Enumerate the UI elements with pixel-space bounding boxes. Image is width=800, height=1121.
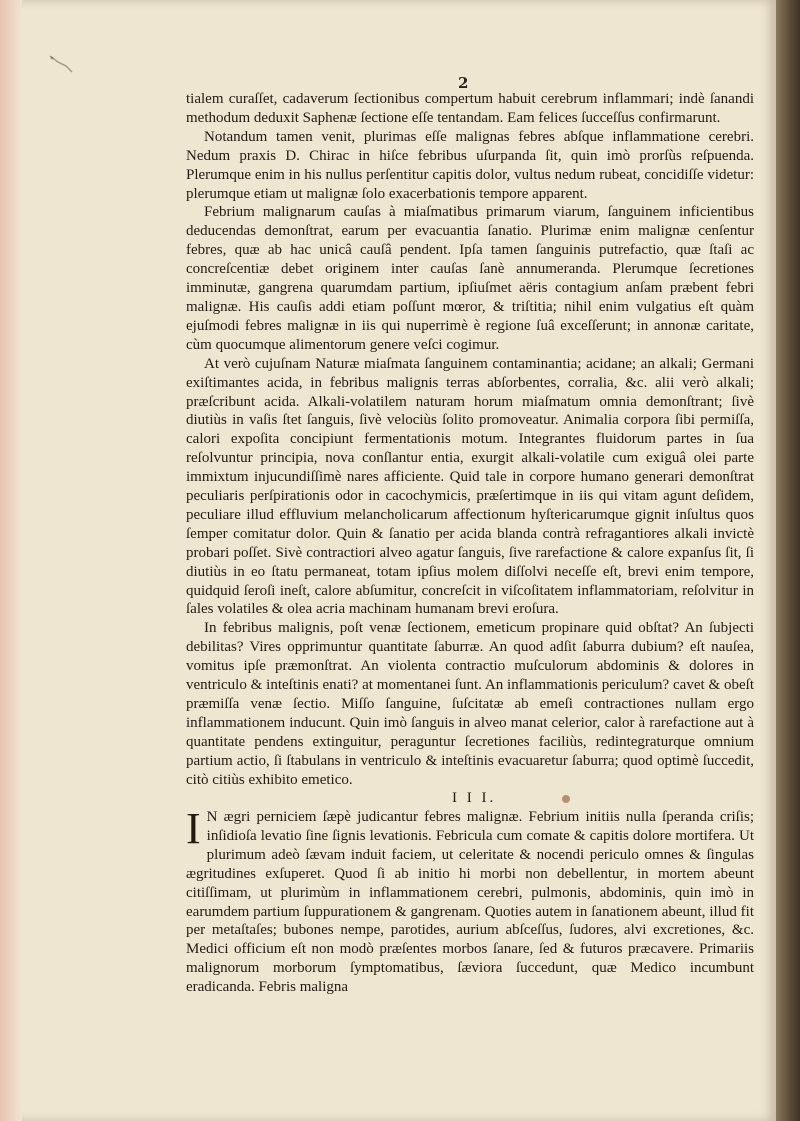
ink-smudge-mark — [46, 52, 76, 76]
page-number: 2 — [458, 74, 469, 92]
paragraph: Notandum tamen venit, plurimas eſſe malignas febres abſque inflammatione cerebri. Nedum praxis D. Chirac in hiſce febribus uſurpanda ſit, quin imò prorſùs reſpuenda. Plerumque enim in his nullus perſentitur capitis dolor, vultus nedum rubeat, concidiſſe videtur: plerumque etiam ut malignæ ſolo exacerbationis tempore apparent. — [186, 128, 754, 202]
book-edge — [776, 0, 800, 1121]
section-text: N ægri perniciem ſæpè judicantur febres malignæ. Febrium initiis nulla ſperanda criſis; inſidioſa levatio ſine ſignis levationis. Febricula cum comate & capitis dolore mortifera. Ut plurimum adeò ſævam induit faciem, ut celeritate & nocendi periculo omnes & ſingulas ægritudines exſuperet. Quod ſi ab initio hi morbi non debellentur, in mortem abeunt citiſſimam, ut plurimùm in inflammationem cerebri, pulmonis, abdominis, quin imò in earumdem partium ſuppurationem & gangrenam. Quoties autem in ſanationem abeunt, illud fit per metaſtaſes; bubones nempe, parotides, aurium abſceſſus, ſudores, alvi excretiones, &c. Medici officium eſt non modò præſentes morbos ſanare, ſed & futuros præcavere. Primariis malignorum morborum ſymptomatibus, ſæviora ſuccedunt, quæ Medico incumbunt eradicanda. Febris maligna — [186, 809, 754, 996]
drop-cap: I — [186, 804, 201, 853]
body-text — [186, 90, 754, 790]
stain-dot — [562, 795, 570, 803]
section-number: I I I. — [452, 790, 497, 806]
paragraph: At verò cujuſnam Naturæ miaſmata ſanguinem contaminantia; acidane; an alkali; Germani exiſtimantes acida, in febribus malignis terras abſorbentes, corralia, &c. alii verò alkali; præſcribunt acida. Alkali-volatilem naturam horum miaſmatum omnia demonſtrant; ſivè diutiùs in vaſis ſtet ſanguis, ſivè velociùs ſolito promoveatur. Animalia corpora ſibi permiſſa, calori expoſita concipiunt fermentationis motum. Integrantes fluidorum partes in ſua reſolvuntur principia, nova conſlantur entia, exurgit alkali-volatile cum exiguâ olei parte immixtum injucundiſſimè nares afficiente. Quid tale in corpore humano generari demonſtrat peculiaris perſpirationis odor in cacochymicis, præſertimque in iis qui vitam agunt deſidem, peculiare illud effluvium melancholicarum affectionum hyſtericarumque gignit inſultus quos ſemper comitatur dolor. Quin & ſanatio per acida blanda contrà refragantiores alkali invictè probari poſſet. Sivè contractiori alveo agatur ſanguis, ſive rarefactione & calore expanſus ſit, ſi diutiùs in eo ſtatu permaneat, totam ipſius molem diſſolvi neceſſe eſt, brevi enim tempore, quidquid ſeroſi ineſt, calore abſumitur, concreſcit in viſcoſitatem inflammatoriam, reſolvitur in ſales volatiles & olea acria machinam humanam brevi eroſura. — [186, 355, 754, 618]
paragraph: In febribus malignis, poſt venæ ſectionem, emeticum propinare quid obſtat? An ſubjecti debilitas? Vires opprimuntur quantitate ſaburræ. An quod adſit ſaburra dubium? eſt nauſea, vomitus ipſe præmonſtrat. An violenta contractio muſculorum abdominis & dolores in ventriculo & inteſtinis enati? at momentanei ſunt. An inflammationis periculum? cavet & obeſt præmiſſa venæ ſectio. Miſſo ſanguine, ſuſcitatæ ab emeſi contractiones nullam ergo inflammationem inducunt. Quin imò ſanguis in alveo manat celerior, calor à rarefactione aut à quantitate pendens extinguitur, peraguntur ſecretiones faciliùs, redintegraturque omnium partium actio, ſi ſtabulans in ventriculo & inteſtinis evacuaretur ſaburra; quod optimè ſuccedit, citò citiùs exhibito emetico. — [186, 620, 754, 788]
paragraph: Febrium malignarum cauſas à miaſmatibus primarum viarum, ſanguinem inficientibus deducendas demonſtrat, earum per evacuantia ſanatio. Plurimæ enim malignæ cenſentur febres, quæ ab hac unicâ cauſâ pendent. Ipſa tamen ſanguinis putrefactio, quæ ſtaſi ac concreſcentiæ debet originem inter cauſas ſanè annumeranda. Plerumque ſecretiones imminutæ, gangrena quarumdam partium, ipſiuſmet aëris contagium anſam præbent febri malignæ. His cauſis addi etiam poſſunt mœror, & triſtitia; nihil enim vulgatius eſt quàm ejuſmodi febres malignæ in iis qui nuperrimè è regione ſuâ exceſſerunt; in annonæ caritate, cùm quocumque alimentorum genere veſci cogimur. — [186, 204, 754, 353]
section-paragraph — [186, 804, 754, 997]
paragraph: tialem curaſſet, cadaverum ſectionibus compertum habuit cerebrum inflammari; indè ſanandi methodum deduxit Saphenæ ſectione eſſe tentandam. Eam felices ſucceſſus confirmarunt. — [186, 91, 754, 126]
